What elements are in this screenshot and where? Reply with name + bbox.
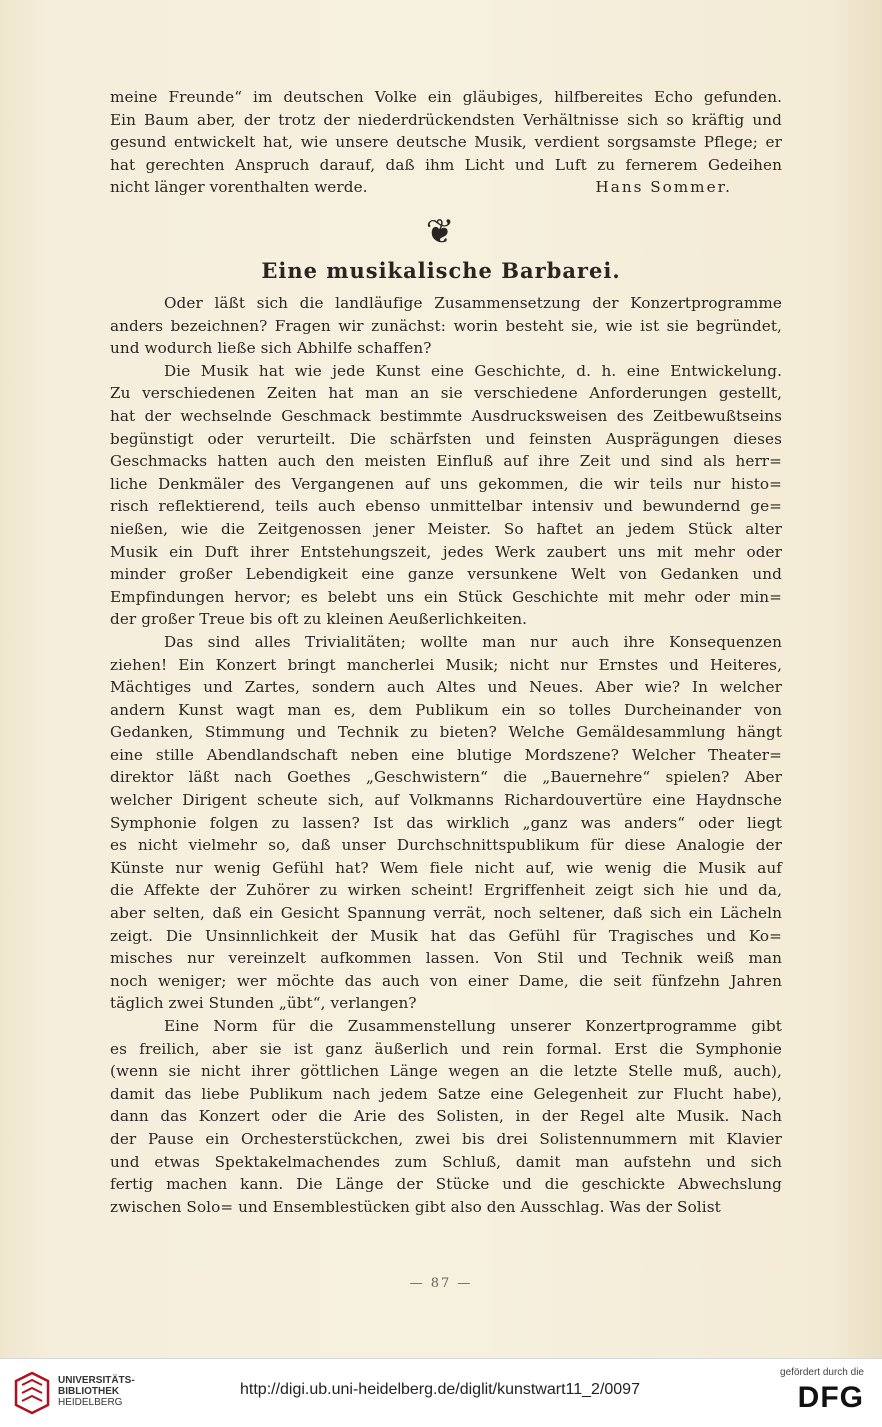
library-name-line: HEIDELBERG <box>58 1397 123 1408</box>
author-signature: Hans Sommer. <box>595 178 732 197</box>
text-line: zeigt. Die Unsinnlichkeit der Musik hat das Gefühl für Tragisches und Ko= <box>110 926 782 945</box>
text-line: Symphonie folgen zu lassen? Ist das wirklich „ganz was anders“ oder liegt <box>110 813 782 832</box>
text-line: Oder läßt sich die landläufige Zusammensetzung der Konzertprogramme <box>164 294 782 312</box>
text-line: eine stille Abendlandschaft neben eine blutige Mordszene? Welcher Theater= <box>110 745 782 764</box>
article-body <box>110 292 782 1218</box>
closing-line <box>110 176 782 199</box>
text-line: täglich zwei Stunden „übt“, verlangen? <box>110 994 417 1013</box>
text-line: Künste nur wenig Gefühl hat? Wem fiele nicht auf, wie wenig die Musik auf <box>110 858 782 877</box>
text-line: fertig machen kann. Die Länge der Stücke und die geschickte Abwechslung <box>110 1175 782 1194</box>
text-line: direktor läßt nach Goethes „Geschwistern“ die „Bauernehre“ spielen? Aber <box>110 768 782 787</box>
page-number: — 87 — <box>409 1276 473 1291</box>
intro-text <box>110 86 782 199</box>
text-line: meine Freunde“ im deutschen Volke ein gläubiges, hilfbereites Echo gefunden. <box>110 88 782 106</box>
text-line: (wenn sie nicht ihrer göttlichen Länge wegen an die letzte Stelle muß, auch), <box>110 1062 782 1081</box>
text-line: es nicht vielmehr so, daß unser Durchschnittspublikum für diese Analogie der <box>110 836 782 855</box>
text-line: minder großer Lebendigkeit eine ganze versunkene Welt von Gedanken und <box>110 565 782 584</box>
text-line: dann das Konzert oder die Arie des Solisten, in der Regel alte Musik. Nach <box>110 1107 782 1126</box>
paragraph <box>110 292 782 360</box>
text-line: damit das liebe Publikum nach jedem Satze eine Gelegenheit zur Flucht habe), <box>110 1084 782 1103</box>
text-line: nießen, wie die Zeitgenossen jener Meister. So haftet an jedem Stück alter <box>110 519 782 538</box>
text-line: Gedanken, Stimmung und Technik zu bieten? Welche Gemäldesammlung hängt <box>110 723 782 742</box>
permalink-url[interactable]: http://digi.ub.uni-heidelberg.de/diglit/kunstwart11_2/0097 <box>240 1381 640 1398</box>
text-line: und etwas Spektakelmachendes zum Schluß, damit man aufstehn und sich <box>110 1152 782 1171</box>
viewer-footer <box>0 1358 882 1427</box>
fleuron-ornament-icon: ❦ <box>425 212 455 252</box>
text-line: Das sind alles Trivialitäten; wollte man nur auch ihre Konsequenzen <box>164 632 782 651</box>
text-line: es freilich, aber sie ist ganz äußerlich und rein formal. Erst die Symphonie <box>110 1039 782 1058</box>
text-line: Die Musik hat wie jede Kunst eine Geschichte, d. h. eine Entwickelung. <box>164 361 782 380</box>
text-line: Musik ein Duft ihrer Entstehungszeit, jedes Werk zaubert uns mit mehr oder <box>110 542 782 561</box>
text-line: die Affekte der Zuhörer zu wirken scheint! Ergriffenheit zeigt sich hie und da, <box>110 881 782 900</box>
text-line: andern Kunst wagt man es, dem Publikum ein so tolles Durcheinander von <box>110 700 782 719</box>
text-line: und wodurch ließe sich Abhilfe schaffen? <box>110 339 432 358</box>
text-line: Zu verschiedenen Zeiten hat man an sie verschiedene Anforderungen gestellt, <box>110 384 782 403</box>
text-line: nicht länger vorenthalten werde. <box>110 178 368 197</box>
paragraph <box>110 1015 782 1218</box>
text-line: liche Denkmäler des Vergangenen auf uns gekommen, die wir teils nur histo= <box>110 474 782 493</box>
text-line: begünstigt oder verurteilt. Die schärfsten und feinsten Ausprägungen dieses <box>110 429 782 448</box>
library-name-line: BIBLIOTHEK <box>58 1386 120 1397</box>
text-line: Empfindungen hervor; es belebt uns ein Stück Geschichte mit mehr oder min= <box>110 587 782 606</box>
text-line: aber selten, daß ein Gesicht Spannung verrät, noch seltener, daß sich ein Lächeln <box>110 904 782 923</box>
text-line: Geschmacks hatten auch den meisten Einfluß auf ihre Zeit und sind als herr= <box>110 452 782 471</box>
text-line: ziehen! Ein Konzert bringt mancherlei Musik; nicht nur Ernstes und Heiteres, <box>110 655 782 674</box>
paragraph <box>110 360 782 631</box>
library-name-line: UNIVERSITÄTS- <box>58 1375 135 1386</box>
text-line: Ein Baum aber, der trotz der niederdrückendsten Verhältnisse sich so kräftig und <box>110 110 782 129</box>
text-line: Eine Norm für die Zusammenstellung unserer Konzertprogramme gibt <box>164 1017 782 1035</box>
funding-caption: gefördert durch die <box>780 1367 864 1378</box>
dfg-logo: DFG <box>797 1381 864 1414</box>
text-line: anders bezeichnen? Fragen wir zunächst: worin besteht sie, wie ist sie begründet, <box>110 316 782 335</box>
text-line: Mächtiges und Zartes, sondern auch Altes und Neues. Aber wie? In welcher <box>110 678 782 697</box>
text-line: zwischen Solo= und Ensemblestücken gibt also den Ausschlag. Was der Solist <box>110 1197 721 1216</box>
text-line: der großer Treue bis oft zu kleinen Aeußerlichkeiten. <box>110 610 528 629</box>
library-name <box>58 1375 135 1408</box>
text-line: welcher Dirigent scheute sich, auf Volkmanns Richardouvertüre eine Haydnsche <box>110 791 782 810</box>
article-heading: Eine musikalische Barbarei. <box>261 258 621 283</box>
text-line: der Pause ein Orchesterstückchen, zwei bis drei Solistennummern mit Klavier <box>110 1129 782 1148</box>
text-line: noch weniger; wer möchte das auch von einer Dame, die seit fünfzehn Jahren <box>110 971 782 990</box>
university-library-logo-icon <box>12 1371 52 1415</box>
text-line: gesund entwickelt hat, wie unsere deutsche Musik, verdient sorgsamste Pflege; er <box>110 133 782 152</box>
paragraph <box>110 631 782 1015</box>
text-line: hat der wechselnde Geschmack bestimmte Ausdrucksweisen des Zeitbewußtseins <box>110 406 782 425</box>
text-line: risch reflektierend, teils auch ebenso unmittelbar intensiv und bewundernd ge= <box>110 497 782 516</box>
text-line: misches nur vereinzelt aufkommen lassen. Von Stil und Technik weiß man <box>110 949 782 968</box>
text-line: hat gerechten Anspruch darauf, daß ihm Licht und Luft zu fernerem Gedeihen <box>110 155 782 174</box>
